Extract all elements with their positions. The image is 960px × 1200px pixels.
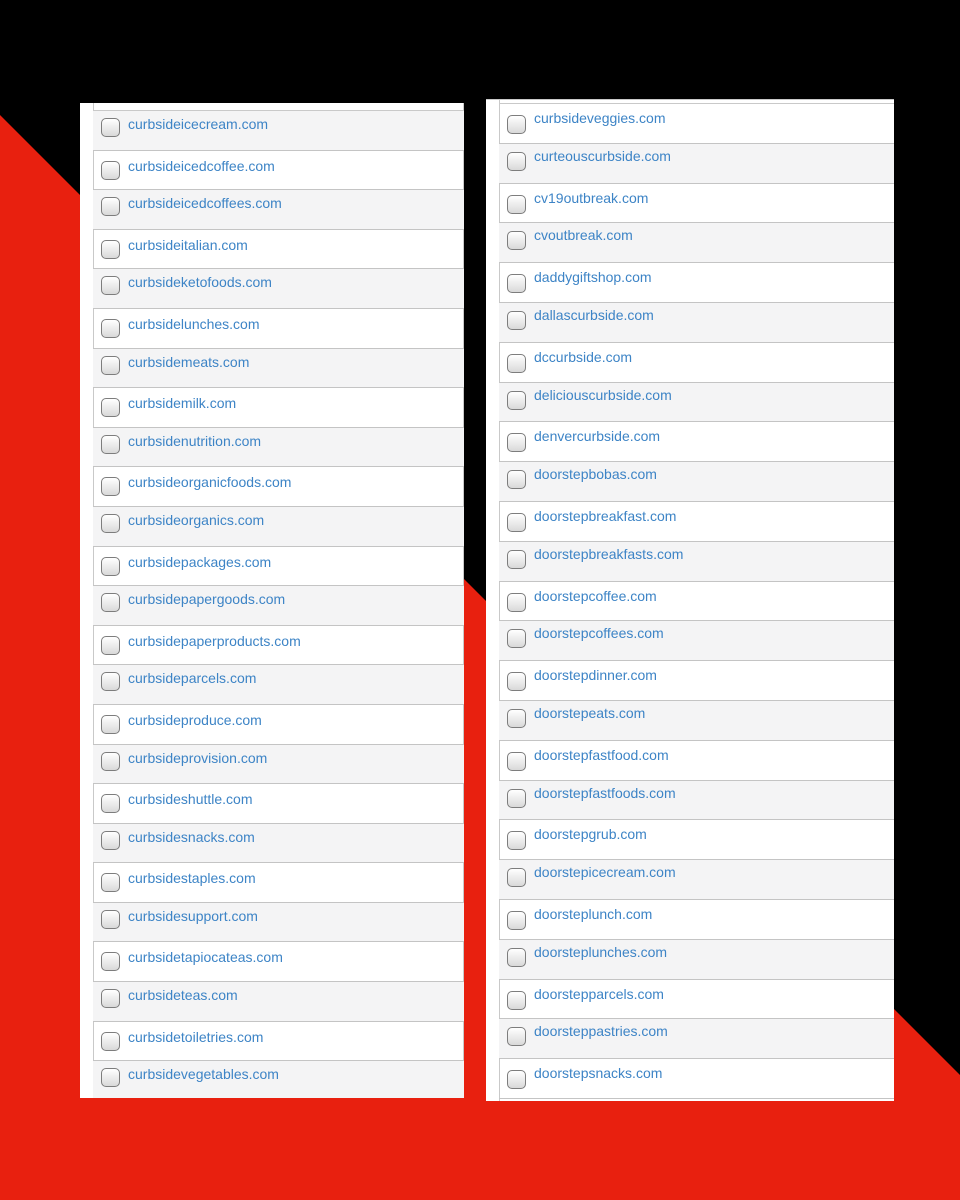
domain-link[interactable]: dccurbside.com xyxy=(534,348,633,365)
domain-row xyxy=(499,223,894,263)
domain-row xyxy=(499,263,894,303)
domain-checkbox[interactable] xyxy=(507,354,526,373)
domain-row xyxy=(93,942,464,982)
domain-row xyxy=(93,388,464,428)
right-domain-list xyxy=(499,103,894,1099)
domain-link[interactable]: curbsideicedcoffees.com xyxy=(128,195,282,212)
domain-link[interactable]: curbsideorganicfoods.com xyxy=(128,474,292,491)
domain-checkbox[interactable] xyxy=(101,161,120,180)
domain-row xyxy=(93,309,464,349)
left-domain-list xyxy=(93,110,464,1098)
domain-link[interactable]: doorstepcoffees.com xyxy=(534,625,664,642)
domain-checkbox[interactable] xyxy=(101,715,120,734)
domain-row xyxy=(499,741,894,781)
domain-link[interactable]: curbsideorganics.com xyxy=(128,511,265,528)
domain-link[interactable]: doorsteplunch.com xyxy=(534,905,653,922)
domain-checkbox[interactable] xyxy=(507,629,526,648)
domain-row xyxy=(93,903,464,943)
domain-link[interactable]: curbsidetoiletries.com xyxy=(128,1028,264,1045)
domain-row xyxy=(93,230,464,270)
domain-row xyxy=(499,184,894,224)
domain-link[interactable]: doorstepbreakfasts.com xyxy=(534,545,684,562)
domain-link[interactable]: curbsideteas.com xyxy=(128,987,238,1004)
domain-checkbox[interactable] xyxy=(507,195,526,214)
domain-checkbox[interactable] xyxy=(101,557,120,576)
domain-row xyxy=(93,349,464,389)
domain-checkbox[interactable] xyxy=(101,356,120,375)
domain-link[interactable]: curbsideproduce.com xyxy=(128,711,262,728)
domain-row xyxy=(499,701,894,741)
domain-row xyxy=(93,111,464,151)
domain-link[interactable]: curbsidesnacks.com xyxy=(128,828,255,845)
domain-row xyxy=(499,781,894,821)
panel-top-border xyxy=(486,99,894,100)
domain-row xyxy=(93,824,464,864)
domain-row xyxy=(93,982,464,1022)
domain-link[interactable]: deliciouscurbside.com xyxy=(534,386,672,403)
domain-checkbox[interactable] xyxy=(101,118,120,137)
domain-checkbox[interactable] xyxy=(507,231,526,250)
domain-checkbox[interactable] xyxy=(507,311,526,330)
domain-link[interactable]: curbsideshuttle.com xyxy=(128,791,253,808)
domain-row xyxy=(93,1022,464,1062)
domain-checkbox[interactable] xyxy=(101,910,120,929)
domain-checkbox[interactable] xyxy=(507,152,526,171)
domain-row xyxy=(499,144,894,184)
domain-checkbox[interactable] xyxy=(101,197,120,216)
domain-link[interactable]: curbsidepackages.com xyxy=(128,553,272,570)
domain-link[interactable]: doorstepcoffee.com xyxy=(534,587,657,604)
domain-checkbox[interactable] xyxy=(507,1070,526,1089)
domain-row xyxy=(93,665,464,705)
domain-row xyxy=(93,1061,464,1098)
domain-row xyxy=(93,586,464,626)
domain-link[interactable]: curbsideveggies.com xyxy=(534,110,666,126)
domain-checkbox[interactable] xyxy=(101,672,120,691)
domain-row xyxy=(93,745,464,785)
domain-row xyxy=(93,547,464,587)
domain-checkbox[interactable] xyxy=(101,276,120,295)
domain-row xyxy=(499,502,894,542)
domain-link[interactable]: doorstepbreakfast.com xyxy=(534,507,677,524)
domain-checkbox[interactable] xyxy=(101,794,120,813)
domain-row xyxy=(499,860,894,900)
domain-row xyxy=(499,980,894,1020)
domain-row xyxy=(499,940,894,980)
domain-link[interactable]: curbsidepapergoods.com xyxy=(128,591,286,608)
domain-link[interactable]: curbsideparcels.com xyxy=(128,670,257,687)
domain-checkbox[interactable] xyxy=(101,1068,120,1087)
domain-row xyxy=(499,582,894,622)
domain-link[interactable]: curbsidevegetables.com xyxy=(128,1066,279,1083)
domain-link[interactable]: curbsidemeats.com xyxy=(128,353,250,370)
domain-row xyxy=(93,863,464,903)
domain-row xyxy=(93,705,464,745)
domain-row xyxy=(499,661,894,701)
domain-link[interactable]: curbsidepaperproducts.com xyxy=(128,632,301,649)
domain-checkbox[interactable] xyxy=(101,952,120,971)
domain-row xyxy=(499,343,894,383)
domain-link[interactable]: cvoutbreak.com xyxy=(534,227,633,244)
domain-checkbox[interactable] xyxy=(507,672,526,691)
domain-checkbox[interactable] xyxy=(101,398,120,417)
left-domain-panel xyxy=(80,103,464,1098)
domain-checkbox[interactable] xyxy=(507,391,526,410)
domain-checkbox[interactable] xyxy=(101,989,120,1008)
domain-checkbox[interactable] xyxy=(507,789,526,808)
domain-row xyxy=(93,151,464,191)
right-domain-panel xyxy=(486,99,894,1101)
domain-link[interactable]: doorstepdinner.com xyxy=(534,667,657,684)
domain-row xyxy=(499,383,894,423)
domain-link[interactable]: curbsidemilk.com xyxy=(128,395,237,412)
domain-checkbox[interactable] xyxy=(507,991,526,1010)
domain-checkbox[interactable] xyxy=(507,1027,526,1046)
domain-link[interactable]: doorsteplunches.com xyxy=(534,943,668,960)
domain-checkbox[interactable] xyxy=(101,435,120,454)
domain-link[interactable]: curbsideicedcoffee.com xyxy=(128,157,275,174)
domain-row xyxy=(499,621,894,661)
domain-checkbox[interactable] xyxy=(507,911,526,930)
domain-checkbox[interactable] xyxy=(507,513,526,532)
domain-link[interactable]: dallascurbside.com xyxy=(534,306,654,323)
domain-checkbox[interactable] xyxy=(507,752,526,771)
domain-checkbox[interactable] xyxy=(101,593,120,612)
domain-link[interactable]: curbsidetapiocateas.com xyxy=(128,949,283,966)
domain-checkbox[interactable] xyxy=(101,240,120,259)
domain-row xyxy=(93,626,464,666)
domain-link[interactable]: curbsidestaples.com xyxy=(128,870,256,887)
domain-link[interactable]: doorstepfastfoods.com xyxy=(534,784,676,801)
domain-link[interactable]: curbsidelunches.com xyxy=(128,315,260,332)
domain-link[interactable]: doorsteppastries.com xyxy=(534,1023,668,1040)
domain-checkbox[interactable] xyxy=(507,550,526,569)
domain-row xyxy=(93,784,464,824)
domain-link[interactable]: curbsidesupport.com xyxy=(128,907,258,924)
domain-checkbox[interactable] xyxy=(507,948,526,967)
domain-link[interactable]: doorstepicecream.com xyxy=(534,864,676,881)
domain-checkbox[interactable] xyxy=(101,1032,120,1051)
domain-link[interactable]: curbsideprovision.com xyxy=(128,749,268,766)
domain-row xyxy=(499,462,894,502)
domain-link[interactable]: doorstepeats.com xyxy=(534,704,646,721)
domain-checkbox[interactable] xyxy=(101,636,120,655)
domain-checkbox[interactable] xyxy=(101,831,120,850)
domain-checkbox[interactable] xyxy=(101,514,120,533)
domain-row xyxy=(499,820,894,860)
domain-checkbox[interactable] xyxy=(507,470,526,489)
domain-link[interactable]: doorstepfastfood.com xyxy=(534,746,669,763)
domain-link[interactable]: doorstepparcels.com xyxy=(534,985,664,1002)
domain-checkbox[interactable] xyxy=(507,274,526,293)
domain-row xyxy=(93,269,464,309)
domain-checkbox[interactable] xyxy=(101,477,120,496)
domain-link[interactable]: curteouscurbside.com xyxy=(534,147,671,164)
domain-row xyxy=(499,104,894,144)
domain-row xyxy=(93,428,464,468)
domain-checkbox[interactable] xyxy=(507,709,526,728)
domain-checkbox[interactable] xyxy=(507,115,526,134)
domain-link[interactable]: doorstepbobas.com xyxy=(534,466,657,483)
domain-row xyxy=(499,1019,894,1059)
domain-row xyxy=(93,507,464,547)
domain-link[interactable]: doorstepsnacks.com xyxy=(534,1065,663,1082)
domain-link[interactable]: curbsidenutrition.com xyxy=(128,432,262,449)
domain-link[interactable]: cv19outbreak.com xyxy=(534,189,649,206)
domain-row xyxy=(499,303,894,343)
domain-checkbox[interactable] xyxy=(507,868,526,887)
domain-checkbox[interactable] xyxy=(507,831,526,850)
domain-checkbox[interactable] xyxy=(101,752,120,771)
domain-link[interactable]: curbsideicecream.com xyxy=(128,116,269,132)
domain-row xyxy=(93,467,464,507)
domain-checkbox[interactable] xyxy=(507,433,526,452)
domain-checkbox[interactable] xyxy=(101,873,120,892)
domain-row xyxy=(93,190,464,230)
domain-checkbox[interactable] xyxy=(101,319,120,338)
domain-link[interactable]: doorstepgrub.com xyxy=(534,826,647,843)
domain-link[interactable]: denvercurbside.com xyxy=(534,428,661,445)
domain-checkbox[interactable] xyxy=(507,593,526,612)
domain-link[interactable]: curbsideitalian.com xyxy=(128,236,248,253)
domain-link[interactable]: curbsideketofoods.com xyxy=(128,274,272,291)
domain-row xyxy=(499,1059,894,1099)
domain-row xyxy=(499,422,894,462)
domain-row xyxy=(499,542,894,582)
domain-row xyxy=(499,900,894,940)
domain-link[interactable]: daddygiftshop.com xyxy=(534,269,652,286)
